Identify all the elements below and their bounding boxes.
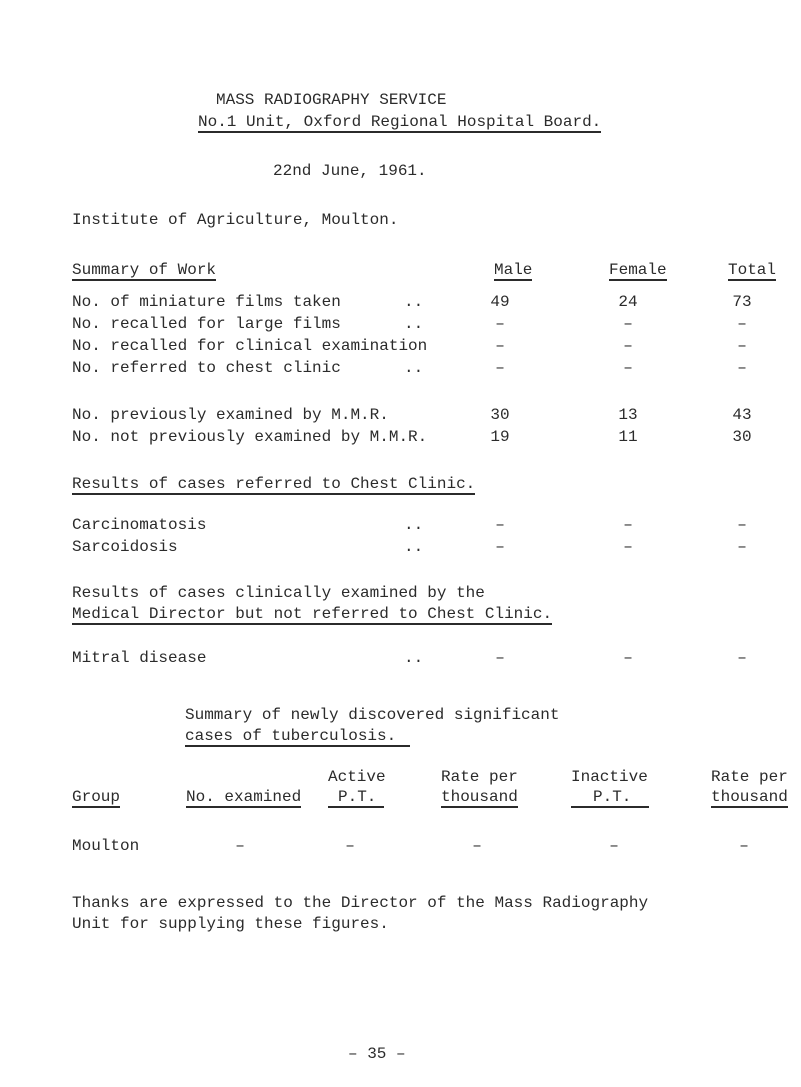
leader-dots: .. <box>404 538 424 556</box>
total-value: – <box>737 538 747 556</box>
header-group: Group <box>72 788 121 806</box>
tb-examined-value: – <box>235 837 245 855</box>
tb-rate2-value: – <box>739 837 749 855</box>
total-value: 30 <box>732 428 752 446</box>
summary-row-label: No. of miniature films taken <box>72 293 341 311</box>
tb-title-line1: Summary of newly discovered significant <box>185 706 560 724</box>
leader-dots: .. <box>404 649 424 667</box>
thanks-line2: Unit for supplying these figures. <box>72 915 389 933</box>
summary-row-label: No. previously examined by M.M.R. <box>72 406 389 424</box>
column-male: Male <box>494 261 533 279</box>
male-value: – <box>495 359 505 377</box>
total-value: 73 <box>732 293 752 311</box>
institute-name: Institute of Agriculture, Moulton. <box>72 211 399 229</box>
total-value: – <box>737 337 747 355</box>
female-value: – <box>623 359 633 377</box>
header-inactive-2: P.T. <box>571 789 649 808</box>
header-rate2-2: thousand <box>711 788 788 806</box>
male-value: 30 <box>490 406 510 424</box>
leader-dots: .. <box>404 315 424 333</box>
leader-dots: .. <box>404 516 424 534</box>
total-value: 43 <box>732 406 752 424</box>
female-value: – <box>623 538 633 556</box>
header-examined: No. examined <box>186 788 302 806</box>
female-value: 11 <box>618 428 638 446</box>
female-value: – <box>623 315 633 333</box>
leader-dots: .. <box>404 293 424 311</box>
referred-row-label: Sarcoidosis <box>72 538 178 556</box>
tb-row-group: Moulton <box>72 837 140 855</box>
service-title: MASS RADIOGRAPHY SERVICE <box>216 91 447 109</box>
tb-rate1-value: – <box>472 837 482 855</box>
male-value: 19 <box>490 428 510 446</box>
leader-dots: .. <box>404 359 424 377</box>
male-value: 49 <box>490 293 510 311</box>
tb-title-line2: cases of tuberculosis. <box>185 728 410 747</box>
female-value: 13 <box>618 406 638 424</box>
female-value: – <box>623 516 633 534</box>
summary-row-label: No. not previously examined by M.M.R. <box>72 428 428 446</box>
female-value: – <box>623 337 633 355</box>
male-value: – <box>495 337 505 355</box>
header-inactive-1: Inactive <box>571 768 648 786</box>
header-active-1: Active <box>328 768 386 786</box>
summary-row-label: No. referred to chest clinic <box>72 359 341 377</box>
tb-active-value: – <box>345 837 355 855</box>
header-rate2-1: Rate per <box>711 768 788 786</box>
clinical-title-line1: Results of cases clinically examined by the <box>72 584 485 602</box>
female-value: – <box>623 649 633 667</box>
total-value: – <box>737 516 747 534</box>
female-value: 24 <box>618 293 638 311</box>
clinical-row-label: Mitral disease <box>72 649 207 667</box>
column-female: Female <box>609 261 667 279</box>
male-value: – <box>495 538 505 556</box>
unit-title: No.1 Unit, Oxford Regional Hospital Board. <box>198 113 602 131</box>
clinical-title-line2: Medical Director but not referred to Chest Clinic. <box>72 605 553 623</box>
total-value: – <box>737 315 747 333</box>
header-active-2: P.T. <box>328 789 384 808</box>
male-value: – <box>495 315 505 333</box>
thanks-line1: Thanks are expressed to the Director of the Mass Radiography <box>72 894 649 912</box>
summary-row-label: No. recalled for large films <box>72 315 341 333</box>
male-value: – <box>495 516 505 534</box>
column-total: Total <box>728 261 777 279</box>
total-value: – <box>737 649 747 667</box>
male-value: – <box>495 649 505 667</box>
header-rate1-2: thousand <box>441 788 518 806</box>
referred-title: Results of cases referred to Chest Clinic. <box>72 475 476 493</box>
tb-inactive-value: – <box>609 837 619 855</box>
referred-row-label: Carcinomatosis <box>72 516 207 534</box>
total-value: – <box>737 359 747 377</box>
page-number: – 35 – <box>348 1045 406 1063</box>
summary-title: Summary of Work <box>72 261 217 279</box>
report-date: 22nd June, 1961. <box>273 162 427 180</box>
summary-row-label: No. recalled for clinical examination <box>72 337 428 355</box>
header-rate1-1: Rate per <box>441 768 518 786</box>
